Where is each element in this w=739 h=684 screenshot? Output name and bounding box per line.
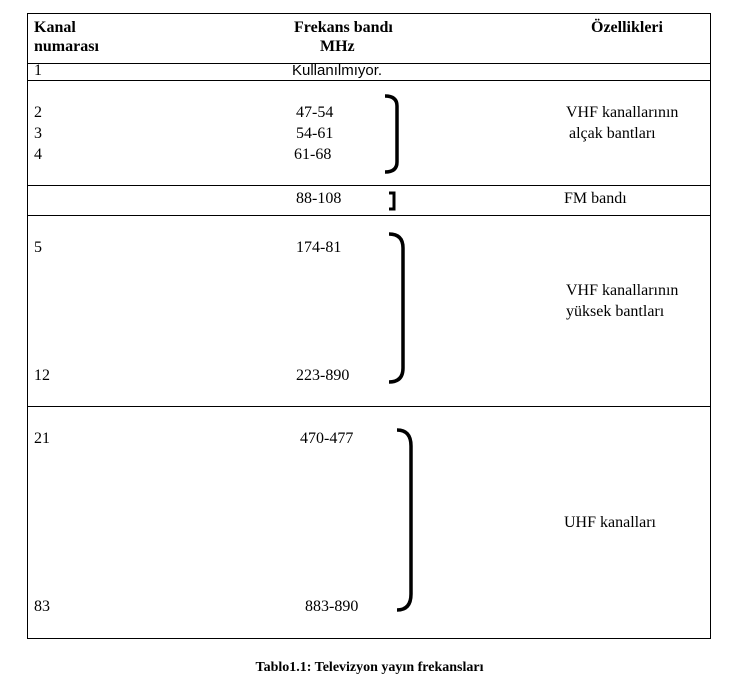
header-frequency-line2: MHz	[320, 38, 355, 55]
table-divider	[27, 80, 711, 81]
right-brace-icon	[387, 232, 411, 384]
table-divider	[27, 215, 711, 216]
row4-features: UHF kanalları	[564, 514, 656, 531]
row2-channel: 2	[34, 104, 42, 121]
right-brace-icon	[383, 94, 407, 174]
row2-frequency: 47-54	[296, 104, 334, 121]
row1-frequency: Kullanılmıyor.	[292, 62, 383, 79]
table-divider	[27, 185, 711, 186]
right-brace-icon	[387, 191, 399, 211]
header-channel-line2: numarası	[34, 38, 99, 55]
row4-channel: 21	[34, 430, 50, 447]
row2-frequency: 61-68	[294, 146, 332, 163]
row4-frequency: 470-477	[300, 430, 354, 447]
row4-frequency: 883-890	[305, 598, 359, 615]
right-brace-icon	[395, 428, 419, 612]
header-frequency-line1: Frekans bandı	[294, 19, 393, 36]
table-divider	[27, 406, 711, 407]
fm-features: FM bandı	[564, 190, 627, 207]
row3-frequency: 223-890	[296, 367, 350, 384]
row4-channel: 83	[34, 598, 50, 615]
row3-features-line2: yüksek bantları	[566, 303, 665, 320]
fm-frequency: 88-108	[296, 190, 342, 207]
row2-features-line1: VHF kanallarının	[566, 104, 679, 121]
row2-features-line2: alçak bantları	[569, 125, 656, 142]
row1-channel: 1	[34, 62, 42, 79]
table-caption: Tablo1.1: Televizyon yayın frekansları	[255, 660, 484, 675]
header-features: Özellikleri	[591, 19, 663, 36]
row3-channel: 5	[34, 239, 42, 256]
header-channel-line1: Kanal	[34, 19, 76, 36]
row3-channel: 12	[34, 367, 50, 384]
row3-features-line1: VHF kanallarının	[566, 282, 679, 299]
row3-frequency: 174-81	[296, 239, 342, 256]
row2-frequency: 54-61	[296, 125, 334, 142]
row2-channel: 4	[34, 146, 42, 163]
row2-channel: 3	[34, 125, 42, 142]
